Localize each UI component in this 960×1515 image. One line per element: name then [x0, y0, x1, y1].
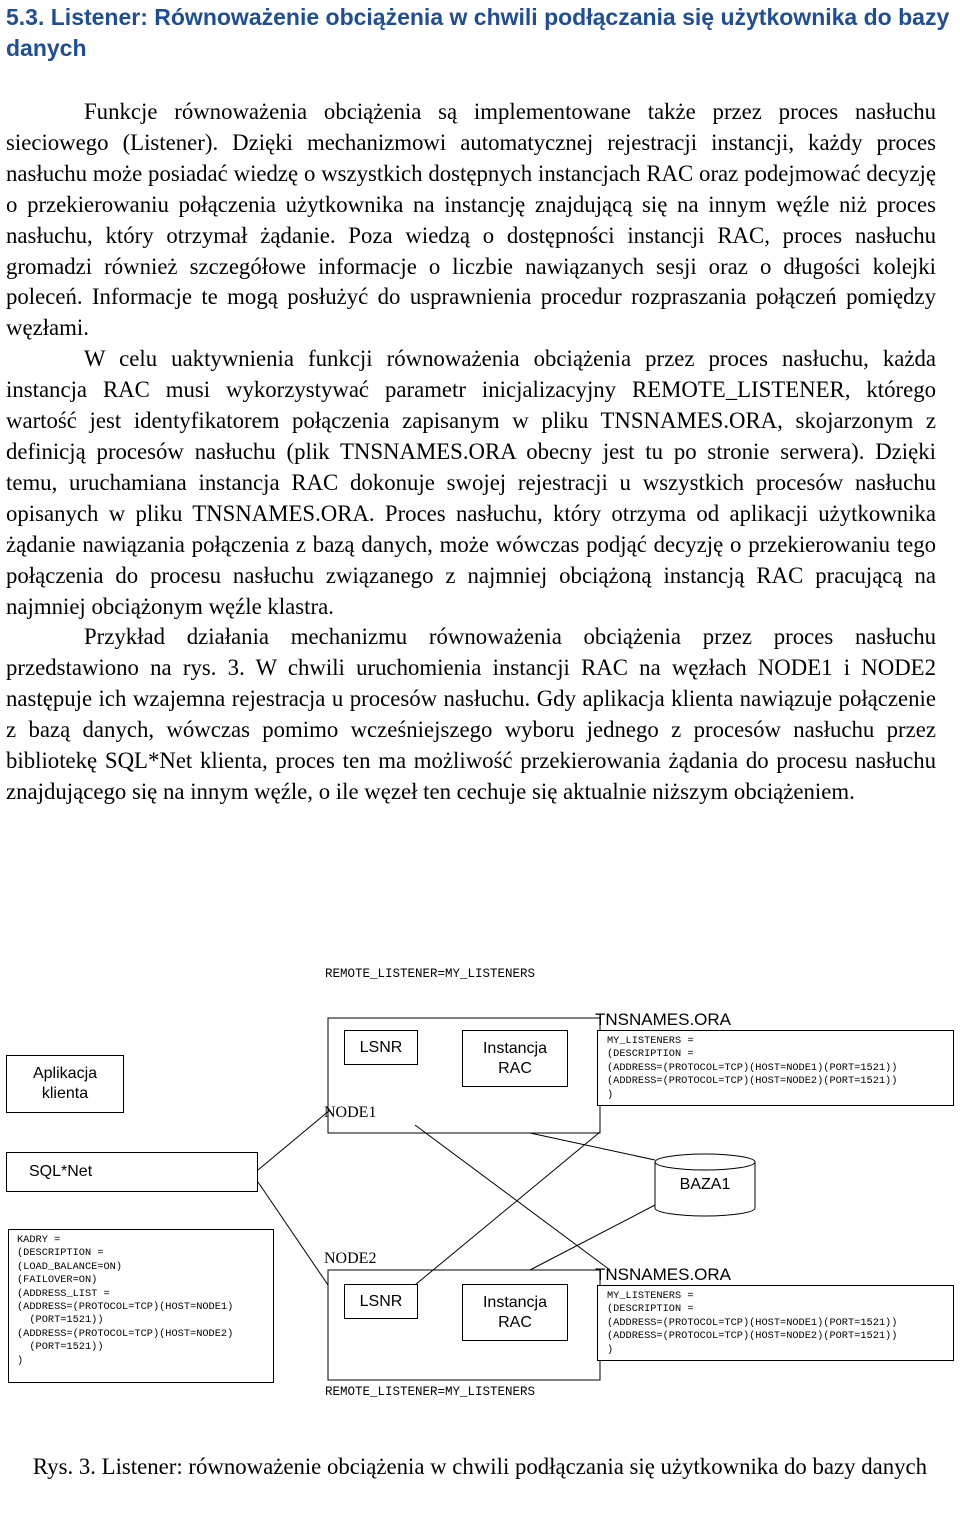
database-label: BAZA1 [679, 1176, 731, 1193]
connector-client-node1 [258, 1110, 330, 1170]
instance-node2-box [462, 1284, 568, 1341]
connector-node1-db-top [530, 1133, 655, 1160]
client-app-box [6, 1055, 124, 1113]
lsnr-node2-label: LSNR [359, 1292, 403, 1310]
sqlnet-label: SQL*Net [29, 1163, 93, 1180]
tns-title-node2: TNSNAMES.ORA [595, 1265, 732, 1284]
paragraph-2: W celu uaktywnienia funkcji równoważenia obciążenia przez proces nasłuchu, każda instancja RAC musi wykorzystywać parametr inicjalizacyjny REMOTE_LISTENER, którego wartość jest identyfikatorem połączenia zapisanym w pliku TNSNAMES.ORA, skojarzonym z definicją procesów nasłuchu (plik TNSNAMES.ORA obecny jest tu po stronie serwera). Dzięki temu, uruchamiana instancja RAC dokonuje swojej rejestracji u wszystkich procesów nasłuchu opisanych w pliku TNSNAMES.ORA. Proces nasłuchu, który otrzyma od aplikacji użytkownika żądanie nawiązania połączenia z bazą danych, może wówczas podjąć decyzję o przekierowaniu tego połączenia do procesu nasłuchu związanego z najmniej obciążoną instancją RAC pracującą na najmniej obciążonym węźle klastra. [6, 346, 936, 619]
instance-node2-label-2: RAC [498, 1313, 532, 1331]
node1-label: NODE1 [324, 1104, 377, 1121]
lsnr-node1-label: LSNR [359, 1038, 403, 1056]
lsnr-node1-box [344, 1030, 418, 1065]
figure-caption: Rys. 3. Listener: równoważenie obciążenia w chwili podłączania się użytkownika do bazy danych [32, 1454, 928, 1479]
instance-node1-label-1: Instancja [482, 1039, 548, 1057]
section-heading: 5.3. Listener: Równoważenie obciążenia w chwili podłączania się użytkownika do bazy danych [6, 4, 950, 61]
tns-client: KADRY = (DESCRIPTION = (LOAD_BALANCE=ON) (FAILOVER=ON) (ADDRESS_LIST = (ADDRESS=(PROTOCOL=TCP)(HOST=NODE1) (PORT=1521)) (ADDRESS=(PROTOCOL=TCP)(HOST=NODE2) (PORT=1521)) ) [8, 1229, 274, 1383]
connector-node2-db-bottom [530, 1205, 655, 1270]
client-app-label-2: klienta [41, 1085, 89, 1102]
node2-label: NODE2 [324, 1250, 377, 1267]
client-app-label-1: Aplikacja [32, 1065, 98, 1082]
paragraph-1: Funkcje równoważenia obciążenia są implementowane także przez proces nasłuchu sieciowego (Listener). Dzięki mechanizmowi automatycznej rejestracji instancji, każdy proces nasłuchu może posiadać wiedzę o wszystkich dostępnych instancjach RAC oraz podejmować decyzję o przekierowaniu połączenia użytkownika na instancję znajdującą się na innym węźle niż proces nasłuchu, który otrzymał żądanie. Poza wiedzą o dostępności instancji RAC, proces nasłuchu gromadzi również szczegółowe informacje o liczbie nawiązanych sesji oraz o długości kolejki poleceń. Informacje te mogą posłużyć do usprawnienia procedur rozpraszania połączeń pomiędzy węzłami. [6, 99, 936, 341]
connector-node2-db [415, 1132, 600, 1285]
remote-listener-bottom: REMOTE_LISTENER=MY_LISTENERS [325, 1385, 536, 1399]
instance-node2-label-1: Instancja [482, 1293, 548, 1311]
instance-node1-box [462, 1030, 568, 1087]
paragraph-3: Przykład działania mechanizmu równoważenia obciążenia przez proces nasłuchu przedstawiono na rys. 3. W chwili uruchomienia instancji RAC na węzłach NODE1 i NODE2 następuje ich wzajemna rejestracja u procesów nasłuchu. Gdy aplikacja klienta nawiązuje połączenie z bazą danych, wówczas pomimo wcześniejszego wyboru jednego z procesów nasłuchu przez bibliotekę SQL*Net klienta, proces ten ma możliwość przekierowania żądania do procesu nasłuchu znajdującego się na innym węźle, o ile węzeł ten cechuje się aktualnie niższym obciążeniem. [6, 624, 936, 804]
tns-server-node2: MY_LISTENERS = (DESCRIPTION = (ADDRESS=(PROTOCOL=TCP)(HOST=NODE1)(PORT=1521)) (ADDRESS=(PROTOCOL=TCP)(HOST=NODE2)(PORT=1521)) ) [597, 1285, 954, 1361]
lsnr-node2-box [344, 1284, 418, 1319]
connector-node1-db [415, 1125, 610, 1270]
tns-server-node1: MY_LISTENERS = (DESCRIPTION = (ADDRESS=(PROTOCOL=TCP)(HOST=NODE1)(PORT=1521)) (ADDRESS=(PROTOCOL=TCP)(HOST=NODE2)(PORT=1521)) ) [597, 1030, 954, 1106]
remote-listener-top: REMOTE_LISTENER=MY_LISTENERS [325, 967, 536, 981]
tns-title-node1: TNSNAMES.ORA [595, 1010, 732, 1029]
instance-node1-label-2: RAC [498, 1059, 532, 1077]
